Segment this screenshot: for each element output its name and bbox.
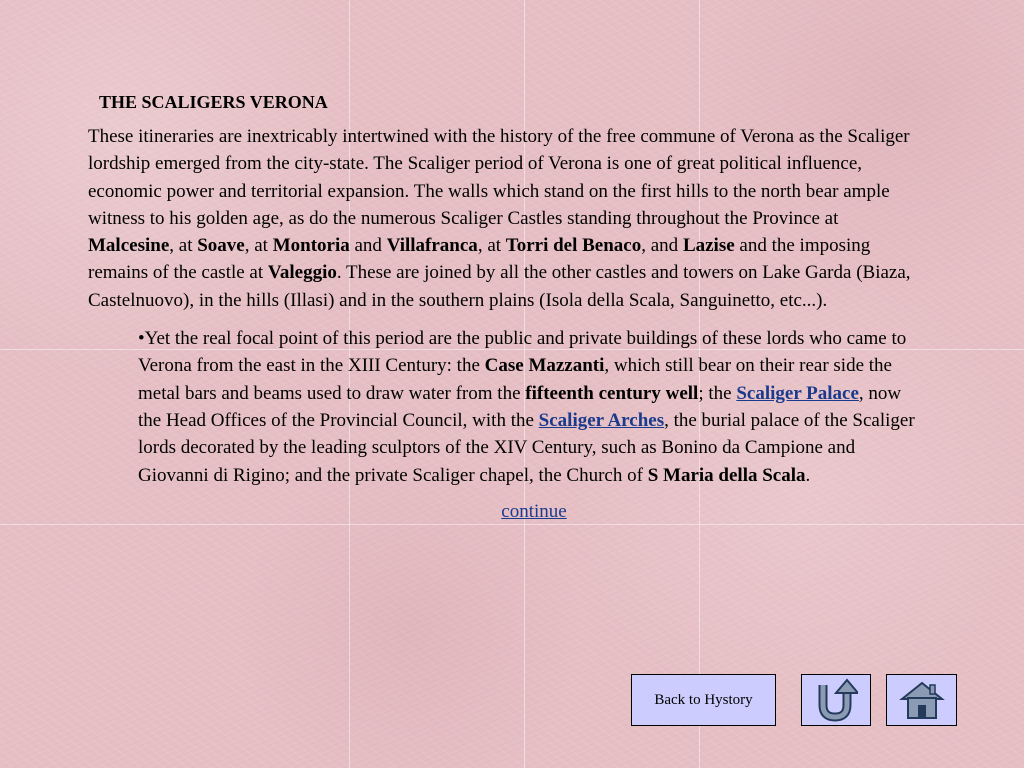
back-to-history-button[interactable] bbox=[631, 674, 776, 726]
place-valeggio: Valeggio bbox=[267, 262, 337, 284]
text-span: , at bbox=[477, 235, 506, 257]
link-text: Scaliger Arches bbox=[538, 409, 665, 431]
scaliger-arches-link[interactable] bbox=[539, 410, 664, 431]
text-span: , now the Head Offices of the Provincial Council, with the bbox=[138, 382, 902, 431]
place-malcesine: Malcesine bbox=[88, 235, 170, 257]
home-button[interactable] bbox=[886, 674, 957, 726]
place-torri-del-benaco: Torri del Benaco bbox=[505, 235, 642, 257]
focal-point-paragraph bbox=[138, 325, 928, 489]
intro-paragraph bbox=[88, 123, 928, 314]
text-span: These itineraries are inextricably intertwined with the history of the free commune of Verona as the Scaliger lordship emerged from the city-state. The Scaliger period of Verona is one of great political influence, economic power and territorial expansion. The walls which stand on the first hills to the north bear ample witness to his golden age, as do the numerous Scaliger Castles standing throughout the Province at bbox=[88, 126, 910, 229]
fifteenth-century-well-bold: fifteenth century well bbox=[525, 382, 699, 404]
scaliger-palace-link[interactable] bbox=[736, 383, 859, 404]
continue-container bbox=[88, 501, 928, 523]
s-maria-della-scala-bold: S Maria della Scala bbox=[647, 464, 806, 486]
text-span: , at bbox=[244, 235, 273, 257]
text-span: . These are joined by all the other castles and towers on Lake Garda (Biaza, Castelnuovo), in the hills (Illasi) and in the southern plains (Isola della Scala, Sanguinetto, etc...). bbox=[88, 262, 911, 311]
text-span: . bbox=[805, 464, 811, 486]
text-span: ; the bbox=[698, 382, 737, 404]
house-icon bbox=[899, 679, 945, 721]
text-span: , which still bear on their rear side the metal bars and beams used to draw water from the bbox=[138, 355, 892, 404]
page-title: THE SCALIGERS VERONA bbox=[99, 92, 328, 112]
u-turn-arrow-icon bbox=[814, 677, 858, 723]
link-text: Scaliger Palace bbox=[736, 382, 859, 404]
text-span: , and bbox=[641, 235, 683, 257]
main-content bbox=[88, 92, 928, 523]
place-montoria: Montoria bbox=[272, 235, 350, 257]
text-span: and the imposing remains of the castle at bbox=[88, 235, 871, 284]
continue-link[interactable]: continue bbox=[501, 500, 567, 522]
text-span: •Yet the real focal point of this period are the public and private buildings of these lords who came to Verona from the east in the XIII Century: the bbox=[138, 328, 907, 377]
place-soave: Soave bbox=[197, 235, 245, 257]
place-villafranca: Villafranca bbox=[386, 235, 478, 257]
back-to-history-label: Back to Hystory bbox=[654, 691, 753, 708]
text-span: , at bbox=[169, 235, 198, 257]
text-span: , the burial palace of the Scaliger lords decorated by the leading sculptors of the XIV Century, such as Bonino da Campione and Giovanni di Rigino; and the private Scaliger chapel, the Church of bbox=[138, 409, 915, 486]
case-mazzanti-bold: Case Mazzanti bbox=[484, 355, 605, 377]
place-lazise: Lazise bbox=[682, 235, 735, 257]
back-button[interactable] bbox=[801, 674, 871, 726]
text-span: and bbox=[349, 235, 387, 257]
